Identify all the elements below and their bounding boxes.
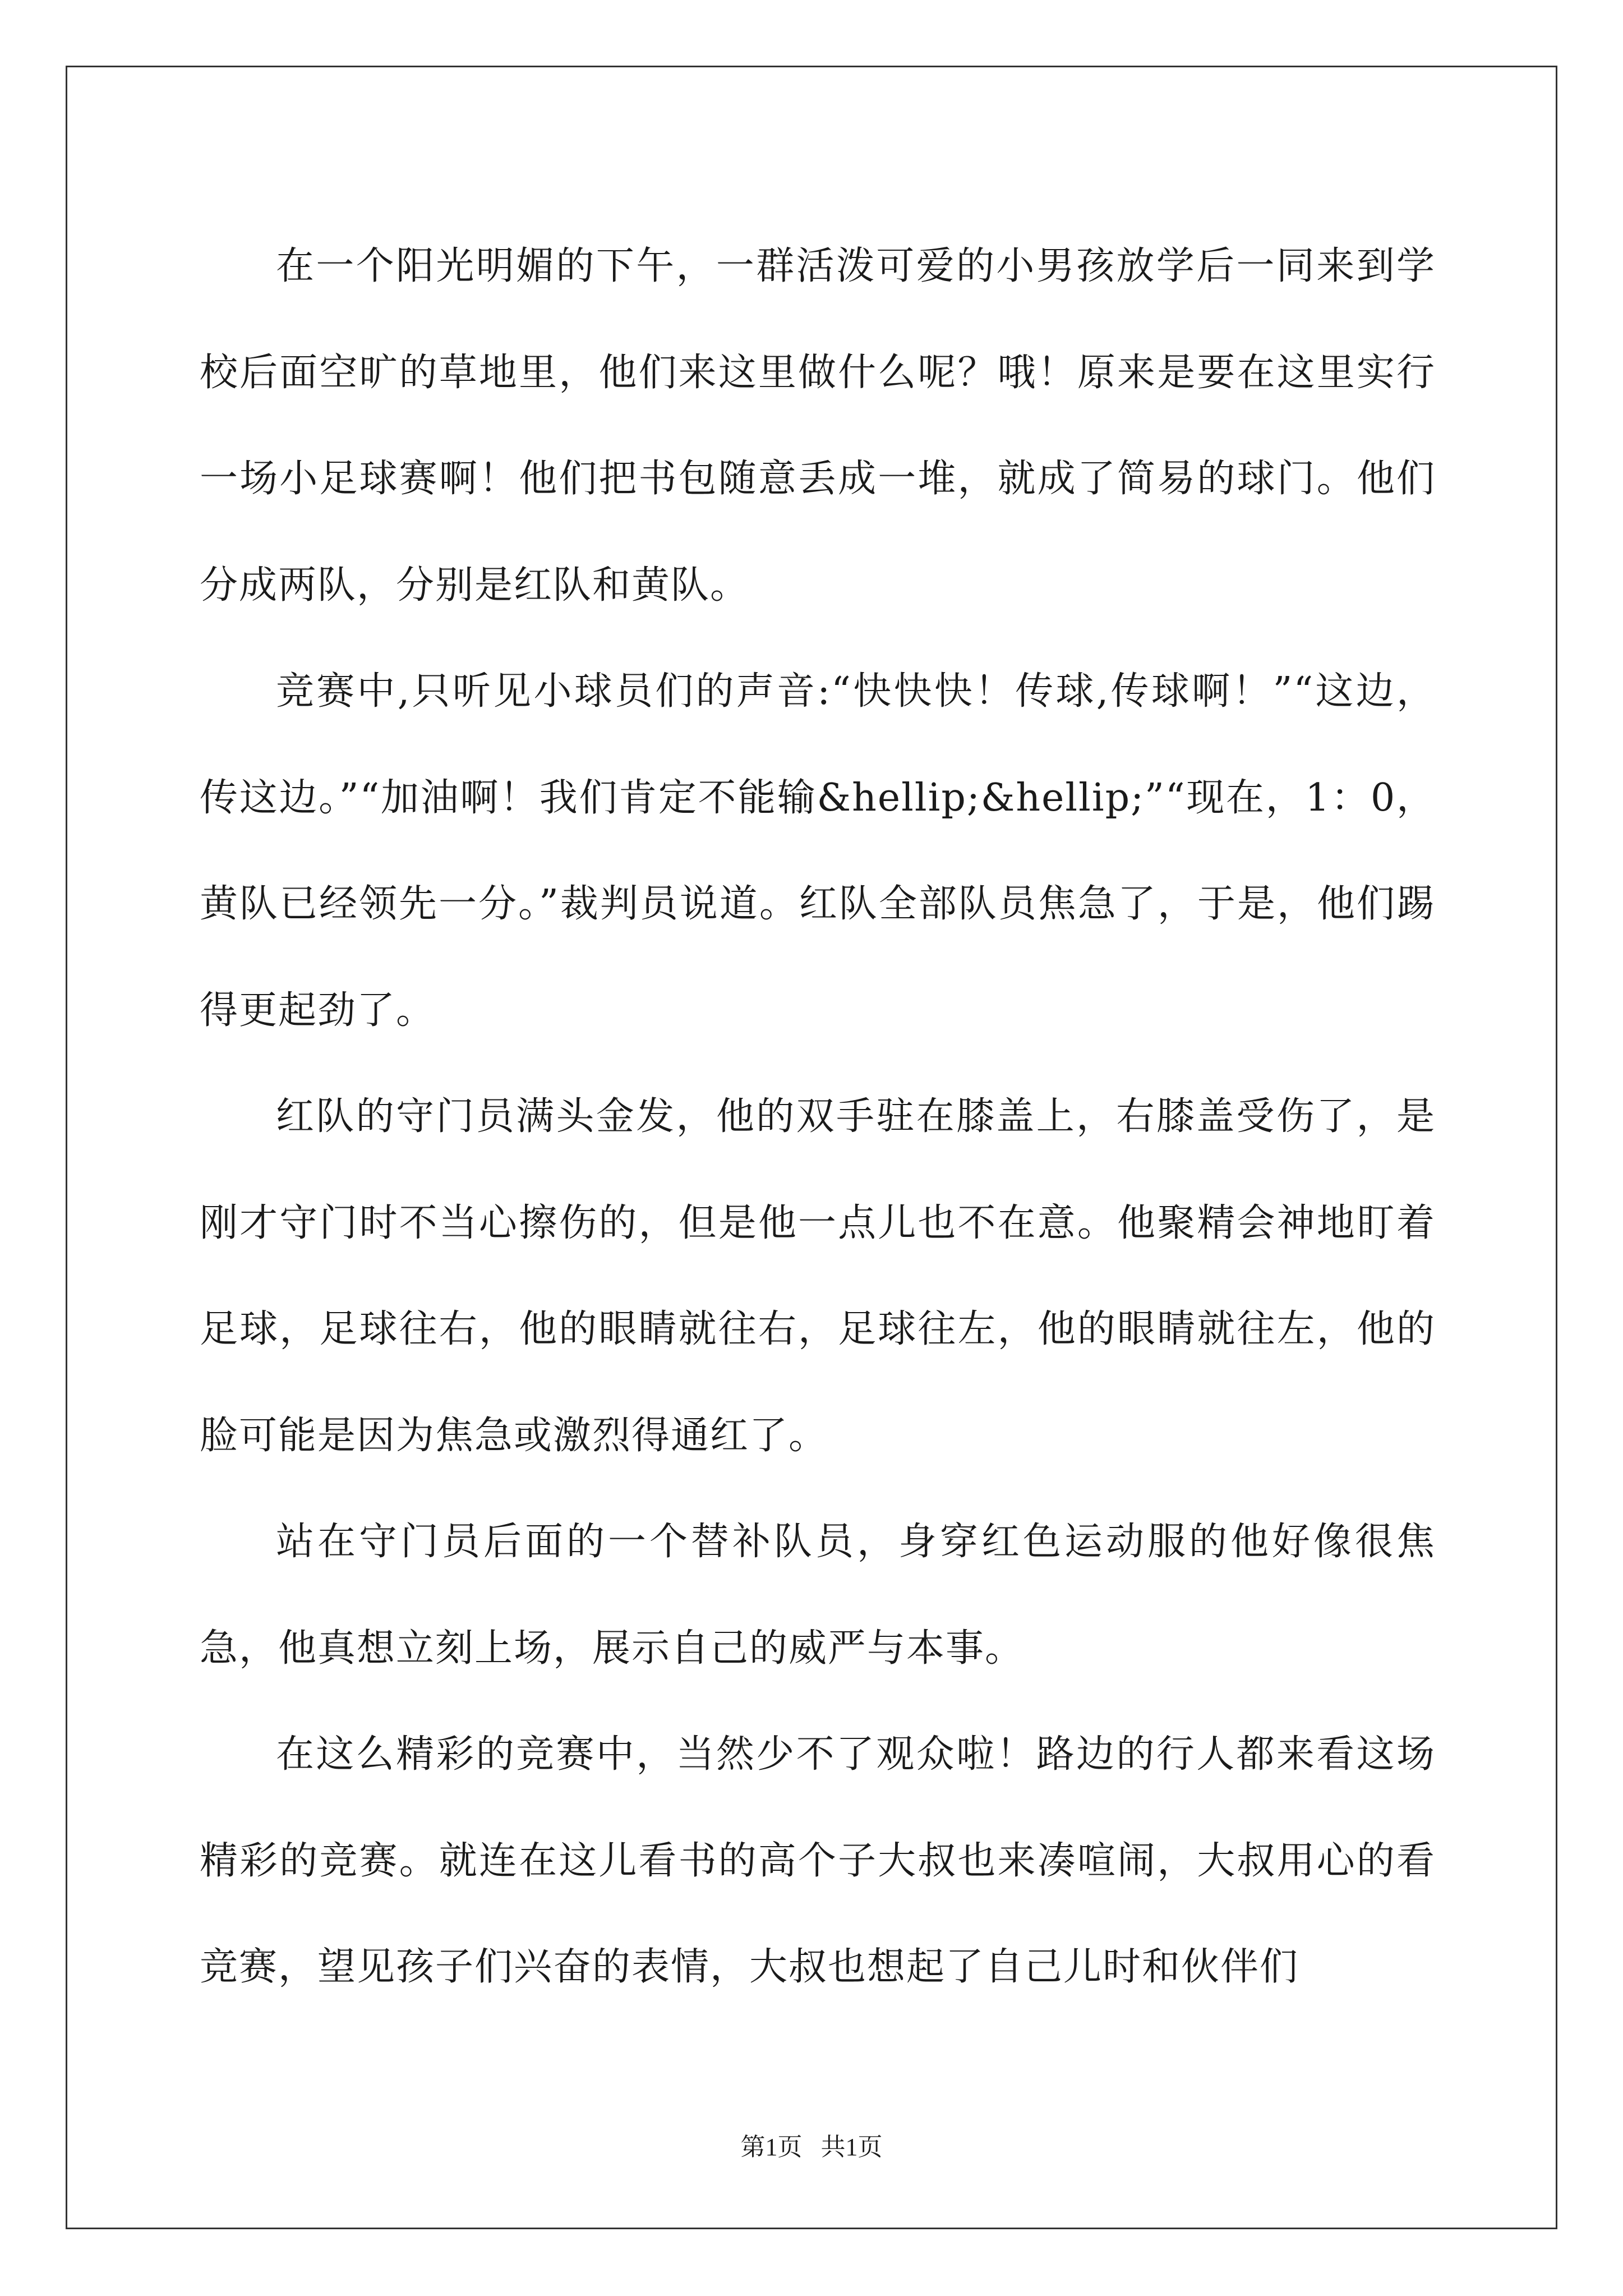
document-body [200, 213, 1436, 2021]
page-footer: 第1页 共1页 [740, 2133, 883, 2161]
paragraph-1: 在一个阳光明媚的下午，一群活泼可爱的小男孩放学后一同来到学校后面空旷的草地里，他们来这里做什么呢？哦！原来是要在这里实行一场小足球赛啊！他们把书包随意丢成一堆，就成了简易的球门。他们分成两队，分别是红队和黄队。 [200, 244, 1436, 608]
paragraph-2: 竞赛中,只听见小球员们的声音:“快快快！传球,传球啊！”“这边，传这边。”“加油啊！我们肯定不能输&hellip;&hellip;”“现在，1：0，黄队已经领先一分。”裁判员说道。红队全部队员焦急了，于是，他们踢得更起劲了。 [200, 669, 1436, 1033]
paragraph-5: 在这么精彩的竞赛中，当然少不了观众啦！路边的行人都来看这场精彩的竞赛。就连在这儿看书的高个子大叔也来凑喧闹，大叔用心的看竞赛，望见孩子们兴奋的表情，大叔也想起了自己儿时和伙伴们 [200, 1732, 1436, 1989]
paragraph-4: 站在守门员后面的一个替补队员，身穿红色运动服的他好像很焦急，他真想立刻上场，展示自己的威严与本事。 [200, 1520, 1436, 1671]
paragraph-3: 红队的守门员满头金发，他的双手驻在膝盖上，右膝盖受伤了，是刚才守门时不当心擦伤的，但是他一点儿也不在意。他聚精会神地盯着足球，足球往右，他的眼睛就往右，足球往左，他的眼睛就往左，他的脸可能是因为焦急或激烈得通红了。 [200, 1094, 1436, 1458]
